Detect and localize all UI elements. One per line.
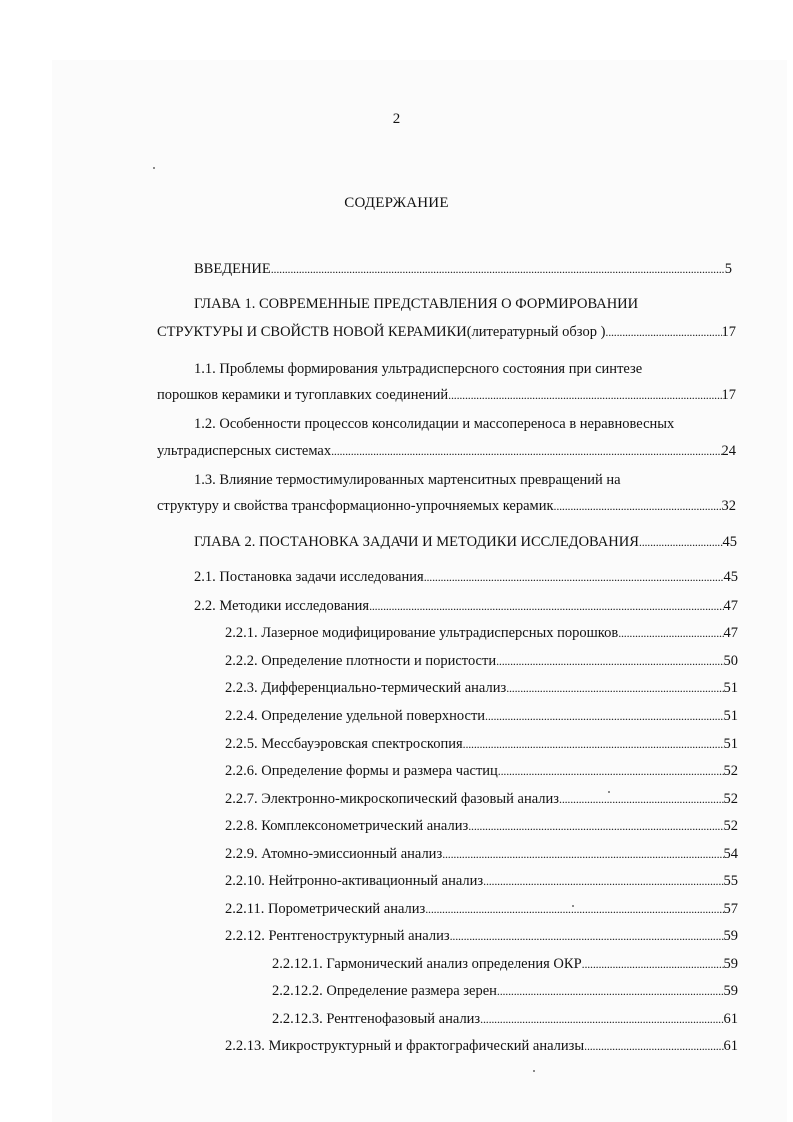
entry-text: ГЛАВА 2. ПОСТАНОВКА ЗАДАЧИ И МЕТОДИКИ ИССЛЕДОВАНИЯ bbox=[194, 534, 639, 550]
page-number: 2 bbox=[392, 111, 401, 127]
entry-text: 2.2.12.2. Определение размера зерен bbox=[272, 983, 497, 999]
entry-page: 52 bbox=[723, 818, 738, 834]
entry-text: порошков керамики и тугоплавких соединений bbox=[157, 387, 449, 403]
entry-page: 47 bbox=[723, 625, 738, 641]
entry-text: 2.2.4. Определение удельной поверхности bbox=[225, 708, 486, 724]
entry-text: 2.2. Методики исследования bbox=[194, 598, 370, 614]
entry-text: 2.2.11. Порометрический анализ bbox=[225, 901, 426, 917]
toc-entry[interactable] bbox=[272, 956, 738, 973]
toc-entry[interactable] bbox=[272, 983, 738, 1000]
entry-page: 45 bbox=[722, 534, 737, 550]
toc-entry[interactable] bbox=[225, 928, 738, 945]
entry-text: 2.2.3. Дифференциально-термический анализ bbox=[225, 680, 507, 696]
toc-entry-1-1[interactable] bbox=[157, 387, 736, 404]
leader-dots bbox=[448, 387, 721, 404]
entry-page: 59 bbox=[723, 928, 738, 944]
chapter1-line1[interactable]: ГЛАВА 1. СОВРЕМЕННЫЕ ПРЕДСТАВЛЕНИЯ О ФОРМИРОВАНИИ bbox=[194, 296, 639, 312]
toc-entry[interactable] bbox=[225, 653, 738, 670]
entry-page: 59 bbox=[723, 956, 738, 972]
section-1-3-line1[interactable]: 1.3. Влияние термостимулированных мартенситных превращений на bbox=[194, 472, 621, 488]
leader-dots bbox=[639, 534, 723, 551]
entry-text: 2.2.5. Мессбауэровская спектроскопия bbox=[225, 736, 463, 752]
entry-page: 51 bbox=[723, 680, 738, 696]
leader-dots bbox=[480, 1011, 723, 1028]
scan-speck bbox=[572, 905, 574, 907]
leader-dots bbox=[497, 983, 724, 1000]
leader-dots bbox=[605, 324, 721, 341]
leader-dots bbox=[450, 928, 724, 945]
entry-page: 59 bbox=[723, 983, 738, 999]
toc-entry[interactable] bbox=[194, 598, 738, 615]
leader-dots bbox=[271, 261, 725, 278]
leader-dots bbox=[498, 763, 724, 780]
entry-page: 5 bbox=[724, 261, 732, 277]
entry-page: 24 bbox=[721, 443, 736, 459]
entry-text: ультрадисперсных системах bbox=[157, 443, 332, 459]
toc-entry[interactable] bbox=[225, 708, 738, 725]
entry-page: 45 bbox=[723, 569, 738, 585]
entry-page: 61 bbox=[723, 1011, 738, 1027]
entry-page: 52 bbox=[723, 791, 738, 807]
toc-entry[interactable] bbox=[225, 625, 738, 642]
leader-dots bbox=[424, 569, 724, 586]
toc-entry[interactable] bbox=[225, 791, 738, 808]
leader-dots bbox=[506, 680, 723, 697]
entry-page: 55 bbox=[723, 873, 738, 889]
scan-speck bbox=[533, 1070, 535, 1072]
leader-dots bbox=[331, 443, 721, 460]
entry-text: структуру и свойства трансформационно-упрочняемых керамик bbox=[157, 498, 554, 514]
entry-page: 32 bbox=[721, 498, 736, 514]
toc-entry[interactable] bbox=[272, 1011, 738, 1028]
section-1-1-line1[interactable]: 1.1. Проблемы формирования ультрадисперсного состояния при синтезе bbox=[194, 361, 643, 377]
entry-text: 2.2.6. Определение формы и размера частиц bbox=[225, 763, 498, 779]
toc-entry[interactable] bbox=[225, 818, 738, 835]
entry-page: 54 bbox=[723, 846, 738, 862]
entry-page: 61 bbox=[723, 1038, 738, 1054]
leader-dots bbox=[618, 625, 723, 642]
toc-title: СОДЕРЖАНИЕ bbox=[344, 195, 449, 211]
toc-entry-1-2[interactable] bbox=[157, 443, 736, 460]
toc-entry[interactable] bbox=[225, 680, 738, 697]
entry-text: 2.2.9. Атомно-эмиссионный анализ bbox=[225, 846, 443, 862]
leader-dots bbox=[425, 901, 723, 918]
entry-text: 2.1. Постановка задачи исследования bbox=[194, 569, 424, 585]
section-1-2-line1[interactable]: 1.2. Особенности процессов консолидации и массопереноса в неравновесных bbox=[194, 416, 675, 432]
toc-entry[interactable] bbox=[225, 1038, 738, 1055]
scan-speck bbox=[153, 167, 155, 169]
entry-text: 2.2.12.3. Рентгенофазовый анализ bbox=[272, 1011, 481, 1027]
entry-text: 2.2.2. Определение плотности и пористости bbox=[225, 653, 497, 669]
entry-text: СТРУКТУРЫ И СВОЙСТВ НОВОЙ КЕРАМИКИ bbox=[157, 324, 467, 340]
leader-dots bbox=[582, 956, 724, 973]
entry-page: 17 bbox=[721, 324, 736, 340]
leader-dots bbox=[496, 653, 723, 670]
entry-text: ВВЕДЕНИЕ bbox=[194, 261, 271, 277]
entry-text: 2.2.13. Микроструктурный и фрактографический анализы bbox=[225, 1038, 585, 1054]
scan-speck bbox=[608, 791, 610, 793]
leader-dots bbox=[442, 846, 723, 863]
entry-page: 57 bbox=[723, 901, 738, 917]
leader-dots bbox=[369, 598, 723, 615]
toc-entry-intro[interactable] bbox=[194, 261, 732, 278]
toc-entry[interactable] bbox=[225, 901, 738, 918]
entry-text: 2.2.7. Электронно-микроскопический фазовый анализ bbox=[225, 791, 560, 807]
entry-text: 2.2.8. Комплексонометрический анализ bbox=[225, 818, 469, 834]
toc-entry[interactable] bbox=[194, 569, 738, 586]
leader-dots bbox=[584, 1038, 723, 1055]
toc-entry-chapter2[interactable] bbox=[194, 534, 737, 551]
entry-page: 50 bbox=[723, 653, 738, 669]
entry-page: 51 bbox=[723, 736, 738, 752]
toc-entry[interactable] bbox=[225, 846, 738, 863]
entry-text-suffix: (литературный обзор ) bbox=[466, 324, 606, 340]
leader-dots bbox=[485, 708, 723, 725]
leader-dots bbox=[483, 873, 723, 890]
entry-page: 47 bbox=[723, 598, 738, 614]
entry-page: 51 bbox=[723, 708, 738, 724]
leader-dots bbox=[559, 791, 723, 808]
leader-dots bbox=[554, 498, 722, 515]
toc-entry[interactable] bbox=[225, 873, 738, 890]
toc-entry[interactable] bbox=[225, 736, 738, 753]
toc-entry[interactable] bbox=[225, 763, 738, 780]
entry-text: 2.2.10. Нейтронно-активационный анализ bbox=[225, 873, 484, 889]
entry-text: 2.2.12.1. Гармонический анализ определения ОКР bbox=[272, 956, 582, 972]
entry-page: 17 bbox=[721, 387, 736, 403]
toc-entry-1-3[interactable] bbox=[157, 498, 736, 515]
entry-text: 2.2.12. Рентгеноструктурный анализ bbox=[225, 928, 450, 944]
entry-text: 2.2.1. Лазерное модифицирование ультрадисперсных порошков bbox=[225, 625, 619, 641]
leader-dots bbox=[468, 818, 723, 835]
toc-entry-chapter1[interactable] bbox=[157, 324, 736, 341]
leader-dots bbox=[463, 736, 724, 753]
entry-page: 52 bbox=[723, 763, 738, 779]
